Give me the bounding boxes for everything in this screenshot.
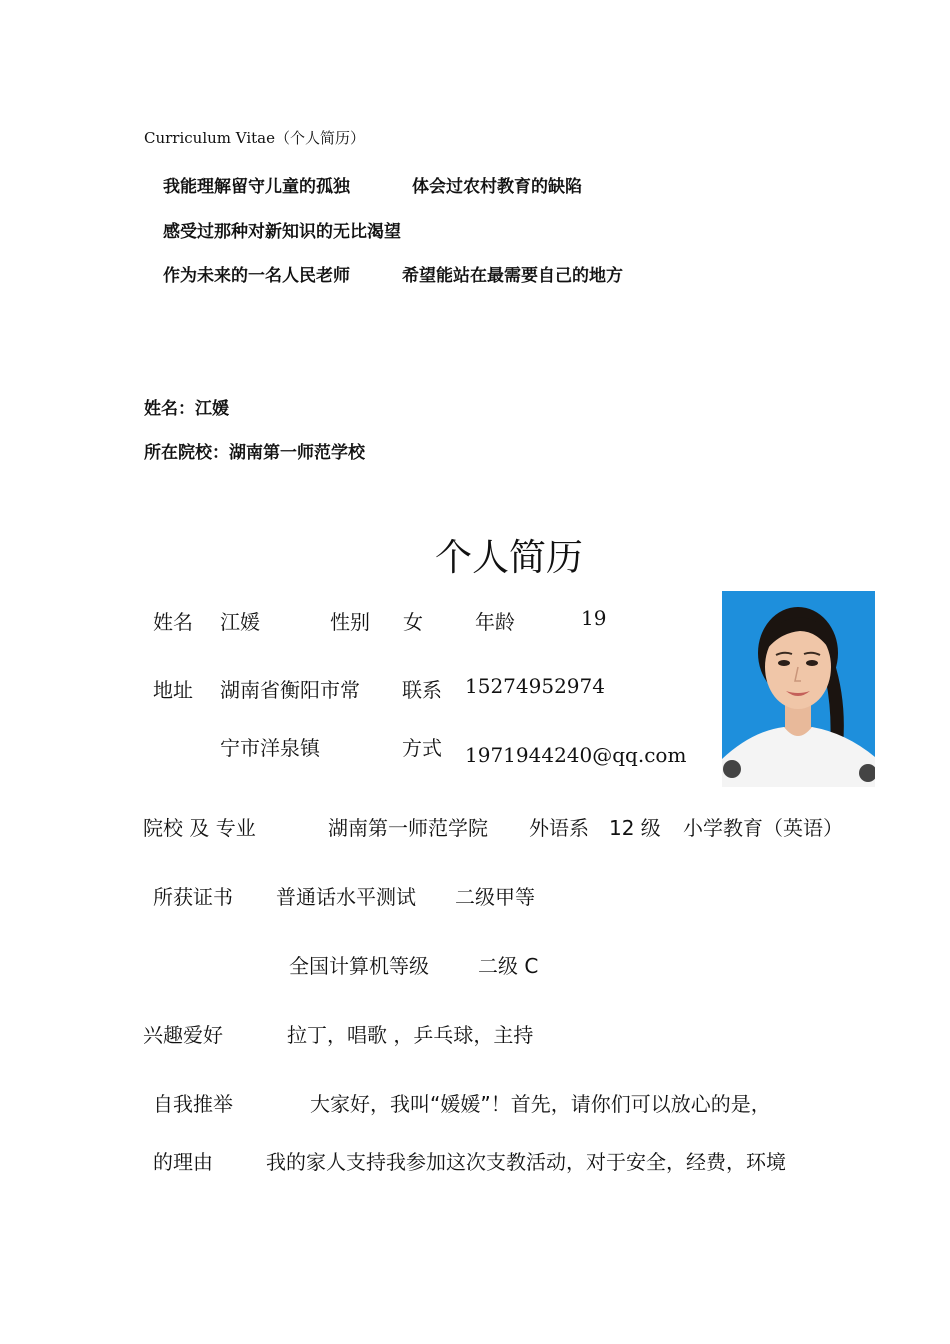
cert-label: 所获证书 <box>153 885 233 909</box>
name-label: 姓名 <box>153 610 193 634</box>
slogan-1: 我能理解留守儿童的孤独 <box>163 177 350 197</box>
slogan-3: 感受过那种对新知识的无比渴望 <box>163 222 401 242</box>
gender-value: 女 <box>403 610 423 634</box>
department-value: 外语系 <box>529 816 589 840</box>
cv-heading: Curriculum Vitae（个人简历） <box>144 129 366 147</box>
address-line-1: 湖南省衡阳市常 <box>220 678 360 702</box>
age-label: 年龄 <box>475 610 515 634</box>
hobby-value: 拉丁，唱歌 ，乒乓球，主持 <box>287 1023 534 1047</box>
cert-2-name: 全国计算机等级 <box>289 954 429 978</box>
hobby-label: 兴趣爱好 <box>143 1023 223 1047</box>
school-value: 湖南第一师范学院 <box>328 816 488 840</box>
profile-photo <box>722 591 875 787</box>
name-value: 江媛 <box>220 610 260 634</box>
contact-label-2: 方式 <box>402 736 442 760</box>
address-line-2: 宁市洋泉镇 <box>220 736 320 760</box>
gender-label: 性别 <box>330 610 370 634</box>
age-value: 19 <box>581 606 607 630</box>
phone-value: 15274952974 <box>465 674 605 698</box>
slogan-4: 作为未来的一名人民老师 <box>163 266 350 286</box>
cert-1-level: 二级甲等 <box>455 885 535 909</box>
cert-1-name: 普通话水平测试 <box>276 885 416 909</box>
reason-text-line-2: 我的家人支持我参加这次支教活动，对于安全，经费，环境 <box>266 1150 786 1174</box>
slogan-5: 希望能站在最需要自己的地方 <box>402 266 623 286</box>
address-label: 地址 <box>153 678 193 702</box>
reason-text-line-1: 大家好，我叫“媛媛”！首先，请你们可以放心的是， <box>310 1092 771 1116</box>
cert-2-level: 二级 C <box>478 954 539 978</box>
reason-label-1: 自我推举 <box>153 1092 233 1116</box>
email-value: 1971944240@qq.com <box>465 743 687 767</box>
resume-title: 个人简历 <box>435 536 583 579</box>
cover-school-line: 所在院校：湖南第一师范学校 <box>144 443 365 463</box>
grade-value: 12 级 <box>609 816 661 840</box>
slogan-2: 体会过农村教育的缺陷 <box>412 177 582 197</box>
contact-label-1: 联系 <box>402 678 442 702</box>
school-label: 院校 及 专业 <box>143 816 256 840</box>
major-value: 小学教育（英语） <box>683 816 843 840</box>
reason-label-2: 的理由 <box>153 1150 213 1174</box>
cover-name-line: 姓名：江媛 <box>144 399 229 419</box>
